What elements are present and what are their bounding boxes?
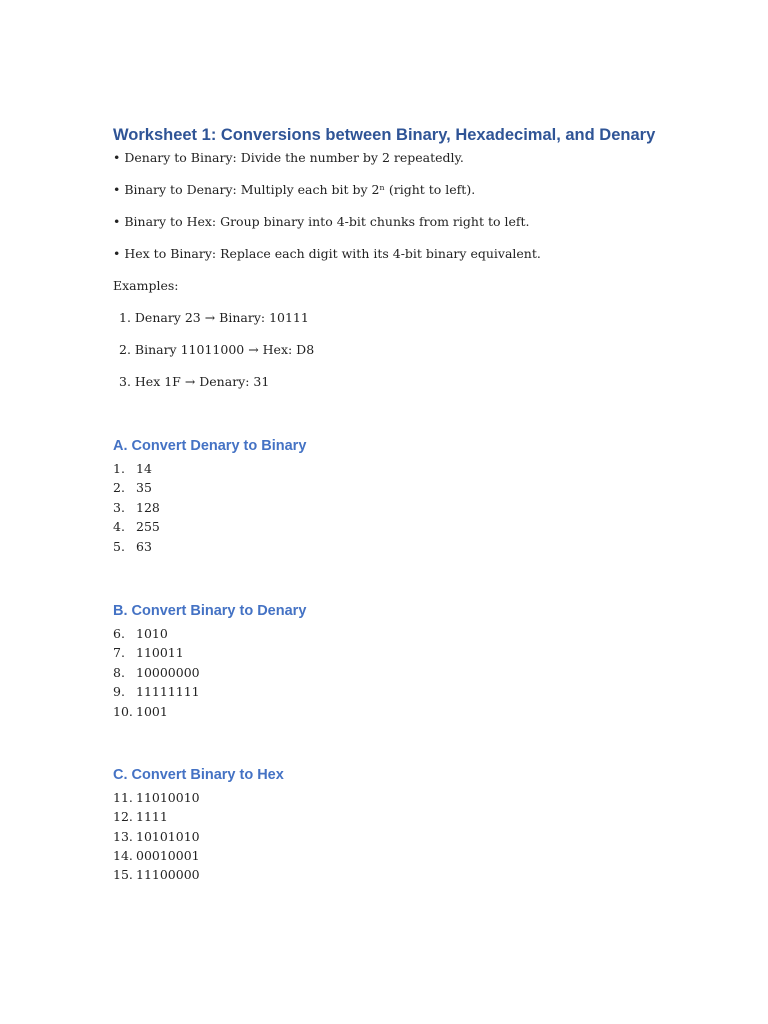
example-2: 2. Binary 11011000 → Hex: D8: [119, 342, 315, 357]
question-number: 5.: [113, 538, 125, 554]
question-item: [113, 537, 673, 556]
question-number: 6.: [113, 625, 125, 641]
question-list: [113, 624, 673, 721]
question-number: 4.: [113, 519, 125, 535]
question-item: [113, 807, 673, 826]
question-number: 14.: [113, 848, 133, 864]
question-value: 00010001: [136, 848, 200, 864]
question-value: 128: [136, 499, 160, 515]
question-value: 11010010: [136, 789, 200, 805]
question-item: [113, 827, 673, 846]
question-list: [113, 459, 673, 556]
note-binary-to-hex: • Binary to Hex: Group binary into 4-bit chunks from right to left.: [113, 214, 530, 229]
note-hex-to-binary: • Hex to Binary: Replace each digit with its 4-bit binary equivalent.: [113, 246, 541, 261]
question-value: 1010: [136, 625, 168, 641]
question-number: 8.: [113, 664, 125, 680]
section-a: [113, 436, 673, 556]
question-number: 7.: [113, 645, 125, 661]
question-number: 1.: [113, 461, 125, 476]
question-number: 2.: [113, 480, 125, 496]
question-value: 110011: [136, 645, 184, 661]
note-denary-to-binary: • Denary to Binary: Divide the number by 2 repeatedly.: [113, 150, 464, 165]
question-item: [113, 865, 673, 884]
section-heading: A. Convert Denary to Binary: [113, 438, 307, 454]
question-item: [113, 663, 673, 682]
question-value: 63: [136, 538, 152, 554]
question-value: 11100000: [136, 867, 200, 883]
example-1: 1. Denary 23 → Binary: 10111: [119, 310, 309, 325]
question-item: [113, 624, 673, 643]
question-item: [113, 478, 673, 497]
question-value: 14: [136, 461, 152, 476]
question-number: 13.: [113, 828, 133, 844]
question-item: [113, 498, 673, 517]
question-item: [113, 517, 673, 536]
question-item: [113, 643, 673, 662]
question-item: [113, 846, 673, 865]
worksheet-page: [113, 124, 673, 885]
question-value: 10000000: [136, 664, 200, 680]
section-c: [113, 765, 673, 885]
question-value: 255: [136, 519, 160, 535]
examples-label: Examples:: [113, 278, 179, 293]
question-item: [113, 788, 673, 807]
section-b: [113, 601, 673, 721]
question-number: 9.: [113, 684, 125, 700]
question-number: 10.: [113, 703, 133, 719]
note-binary-to-denary: • Binary to Denary: Multiply each bit by 2ⁿ (right to left).: [113, 182, 476, 197]
question-number: 12.: [113, 809, 133, 825]
question-item: [113, 459, 673, 478]
worksheet-title: Worksheet 1: Conversions between Binary, Hexadecimal, and Denary: [113, 126, 656, 144]
question-item: [113, 702, 673, 721]
section-heading: C. Convert Binary to Hex: [113, 766, 284, 783]
example-3: 3. Hex 1F → Denary: 31: [119, 374, 270, 389]
question-number: 15.: [113, 867, 133, 883]
question-value: 11111111: [136, 684, 200, 700]
question-number: 11.: [113, 789, 133, 805]
question-value: 1001: [136, 703, 168, 719]
question-number: 3.: [113, 499, 125, 515]
section-heading: B. Convert Binary to Denary: [113, 602, 307, 619]
question-item: [113, 682, 673, 701]
question-value: 1111: [136, 809, 168, 825]
question-value: 10101010: [136, 828, 200, 844]
question-value: 35: [136, 480, 152, 496]
question-list: [113, 788, 673, 885]
